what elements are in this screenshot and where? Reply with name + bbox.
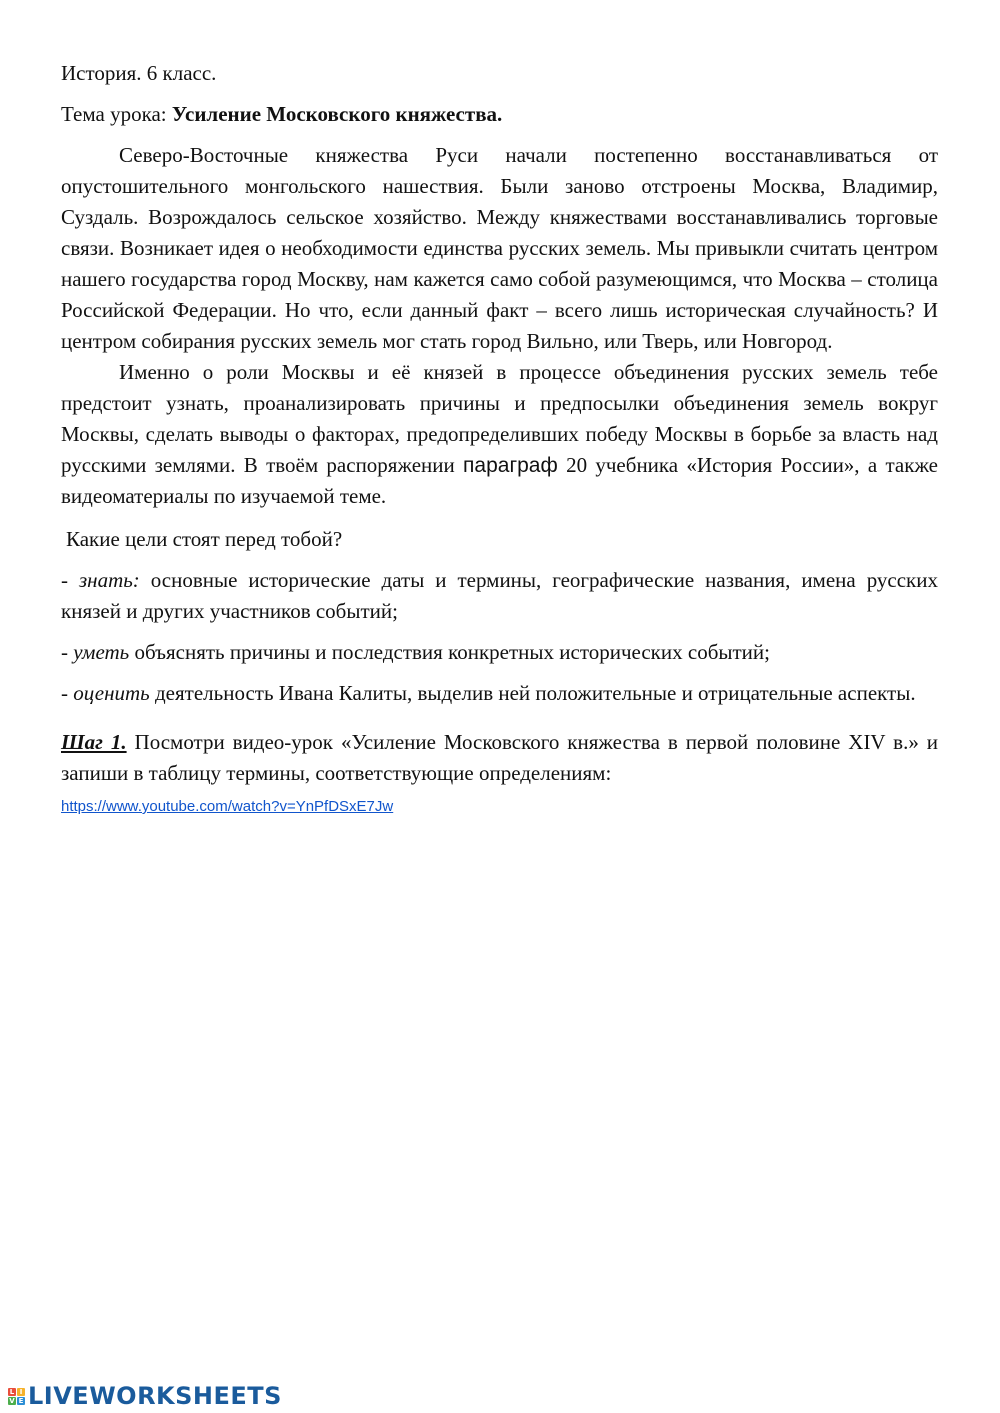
intro-paragraph-2-part-1: Именно о роли Москвы и её князей в процессе объединения русских земель тебе предстоит узнать, проанализировать причины и предпосылки объединения земель вокруг Москвы, сделать выводы о факторах, предопределивших победу Москвы в борьбе за власть над русскими землями. В твоём распоряжении	[61, 360, 938, 477]
logo-letter-tile: E	[18, 1396, 24, 1405]
logo-letter-tile: I	[17, 1388, 25, 1396]
topic-line	[61, 99, 938, 130]
logo-text: LIVEWORKSHEETS	[28, 1382, 282, 1410]
intro-paragraph-2-part-2: 20 учебника «История России», а также видеоматериалы по изучаемой теме.	[61, 453, 938, 508]
topic-title: Усиление Московского княжества.	[171, 102, 503, 126]
intro-paragraph-2-word: параграф	[463, 454, 558, 477]
worksheet-page	[61, 58, 938, 820]
intro-paragraph-1: Северо-Восточные княжества Руси начали постепенно восстанавливаться от опустошительного монгольского нашествия. Были заново отстроены Москва, Владимир, Суздаль. Возрождалось сельское хозяйство. Между княжествами восстанавливались торговые связи. Возникает идея о необходимости единства русских земель. Мы привыкли считать центром нашего государства город Москву, нам кажется само собой разумеющимся, что Москва – столица Российской Федерации. Но что, если данный факт – всего лишь историческая случайность? И центром собирания русских земель мог стать город Вильно, или Тверь, или Новгород.	[61, 143, 938, 353]
step-1-text: Посмотри видео-урок «Усиление Московского княжества в первой половине XIV в.» и запиши в таблицу термины, соответствующие определениям:	[61, 730, 938, 785]
liveworksheets-logo[interactable]	[8, 1380, 282, 1412]
goal-verb: оценить	[73, 681, 150, 705]
logo-letter-tile: L	[9, 1387, 15, 1396]
step-1-label: Шаг 1.	[61, 730, 127, 754]
goals-title: Какие цели стоят перед тобой?	[66, 527, 343, 551]
goal-dash: -	[61, 640, 74, 664]
goal-verb: уметь	[73, 640, 130, 664]
subject-line	[61, 58, 938, 89]
youtube-video-link[interactable]: https://www.youtube.com/watch?v=YnPfDSxE7Jw	[61, 798, 394, 815]
goal-text: объяснять причины и последствия конкретных исторических событий;	[129, 640, 770, 664]
goal-text: деятельность Ивана Калиты, выделив ней положительные и отрицательные аспекты.	[149, 681, 916, 705]
goal-item-evaluate	[61, 678, 938, 709]
goal-dash: -	[61, 681, 74, 705]
subject-text: История. 6 класс.	[61, 61, 217, 85]
goal-verb: знать:	[78, 568, 140, 592]
logo-mark-icon	[8, 1388, 25, 1405]
goal-text: основные исторические даты и термины, географические названия, имена русских князей и других участников событий;	[61, 568, 938, 623]
goal-item-able	[61, 637, 938, 668]
topic-label: Тема урока:	[61, 102, 172, 126]
intro-paragraph-2	[61, 357, 938, 512]
logo-letter-tile: V	[9, 1396, 15, 1405]
step-1-instruction	[61, 727, 938, 789]
goal-dash: -	[61, 568, 79, 592]
goal-item-know	[61, 565, 938, 627]
